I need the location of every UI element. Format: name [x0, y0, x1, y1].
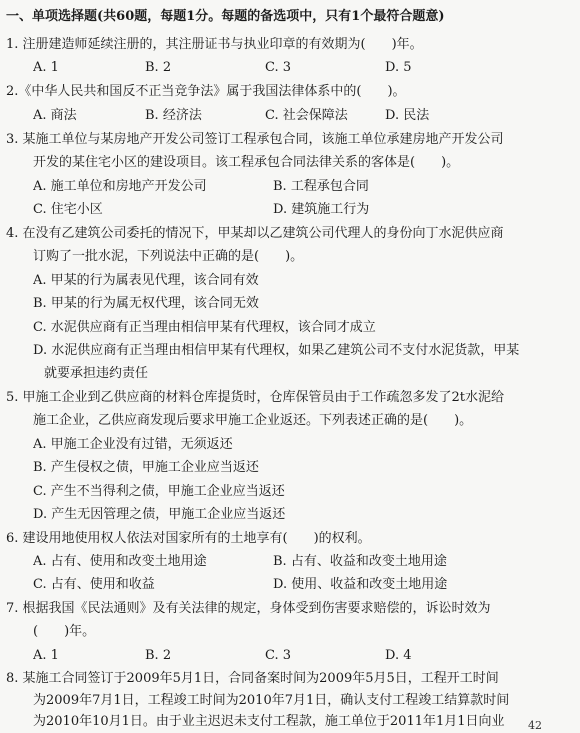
question-8-stem-line-3: 为2010年10月1日。由于业主迟迟未支付工程款，施工单位于2011年1月1日向业	[33, 714, 505, 729]
option-b[interactable]: B. 工程承包合同	[273, 179, 369, 194]
question-7-stem-line-1: 7. 根据我国《民法通则》及有关法律的规定，身体受到伤害要求赔偿的，诉讼时效为	[6, 601, 491, 616]
option-c[interactable]: C. 社会保障法	[265, 108, 348, 123]
question-4-stem-line-2: 订购了一批水泥，下列说法中正确的是( )。	[33, 249, 304, 264]
question-7-options	[33, 645, 580, 667]
option-b[interactable]: B. 经济法	[145, 108, 202, 123]
option-a[interactable]: A. 施工单位和房地产开发公司	[33, 179, 207, 194]
option-c[interactable]: C. 3	[265, 648, 292, 663]
option-b[interactable]: B. 2	[145, 60, 172, 75]
option-c[interactable]: C. 3	[265, 60, 292, 75]
question-3-options-row-2	[33, 199, 580, 221]
option-d[interactable]: D. 5	[385, 60, 412, 75]
question-4-stem-line-1: 4. 在没有乙建筑公司委托的情况下，甲某却以乙建筑公司代理人的身份向丁水泥供应商	[6, 226, 504, 241]
question-1-options	[33, 57, 580, 79]
question-4-option-d-continued: 就要承担违约责任	[44, 366, 149, 381]
question-5-option-a[interactable]: A. 甲施工企业没有过错，无须返还	[33, 437, 233, 452]
option-d[interactable]: D. 民法	[385, 108, 430, 123]
question-8-stem-line-1: 8. 某施工合同签订于2009年5月1日，合同备案时间为2009年5月5日，工程开工时间	[6, 671, 499, 686]
question-2-stem: 2.《中华人民共和国反不正当竞争法》属于我国法律体系中的( )。	[6, 84, 406, 99]
question-1-stem: 1. 注册建造师延续注册的，其注册证书与执业印章的有效期为( )年。	[6, 37, 423, 52]
question-8-stem-line-2: 为2009年7月1日，工程竣工时间为2010年7月1日，确认支付工程竣工结算款时间	[33, 693, 510, 708]
question-3-options-row-1	[33, 176, 580, 198]
option-d[interactable]: D. 4	[385, 648, 412, 663]
option-b[interactable]: B. 2	[145, 648, 172, 663]
option-d[interactable]: D. 使用、收益和改变土地用途	[273, 577, 448, 592]
question-6-options-row-1	[33, 551, 580, 573]
question-3-stem-line-2: 开发的某住宅小区的建设项目。该工程承包合同法律关系的客体是( )。	[33, 155, 460, 170]
option-c[interactable]: C. 占有、使用和收益	[33, 577, 155, 592]
question-5-stem-line-1: 5. 甲施工企业到乙供应商的材料仓库提货时，仓库保管员由于工作疏忽多发了2t水泥给	[6, 390, 505, 405]
option-d[interactable]: D. 建筑施工行为	[273, 202, 370, 217]
option-a[interactable]: A. 1	[33, 60, 59, 75]
section-title: 一、单项选择题(共60题，每题1分。每题的备选项中，只有1个最符合题意)	[6, 9, 445, 24]
question-4-option-c[interactable]: C. 水泥供应商有正当理由相信甲某有代理权，该合同才成立	[33, 320, 376, 335]
question-4-option-a[interactable]: A. 甲某的行为属表见代理，该合同有效	[33, 273, 259, 288]
question-5-option-b[interactable]: B. 产生侵权之债，甲施工企业应当返还	[33, 460, 259, 475]
question-5-option-c[interactable]: C. 产生不当得利之债，甲施工企业应当返还	[33, 484, 285, 499]
question-4-option-d[interactable]: D. 水泥供应商有正当理由相信甲某有代理权，如果乙建筑公司不支付水泥货款，甲某	[33, 343, 520, 358]
page-number: 42	[528, 719, 542, 732]
question-3-stem-line-1: 3. 某施工单位与某房地产开发公司签订工程承包合同，该施工单位承建房地产开发公司	[6, 132, 504, 147]
option-c[interactable]: C. 住宅小区	[33, 202, 103, 217]
option-a[interactable]: A. 1	[33, 648, 59, 663]
question-6-stem: 6. 建设用地使用权人依法对国家所有的土地享有( )的权利。	[6, 531, 371, 546]
question-5-option-d[interactable]: D. 产生无因管理之债，甲施工企业应当返还	[33, 507, 286, 522]
option-a[interactable]: A. 占有、使用和改变土地用途	[33, 554, 207, 569]
question-7-stem-line-2: ( )年。	[33, 624, 96, 639]
option-a[interactable]: A. 商法	[33, 108, 77, 123]
question-6-options-row-2	[33, 574, 580, 596]
question-2-options	[33, 105, 580, 127]
question-4-option-b[interactable]: B. 甲某的行为属无权代理，该合同无效	[33, 296, 259, 311]
question-5-stem-line-2: 施工企业，乙供应商发现后要求甲施工企业返还。下列表述正确的是( )。	[33, 413, 473, 428]
option-b[interactable]: B. 占有、收益和改变土地用途	[273, 554, 447, 569]
